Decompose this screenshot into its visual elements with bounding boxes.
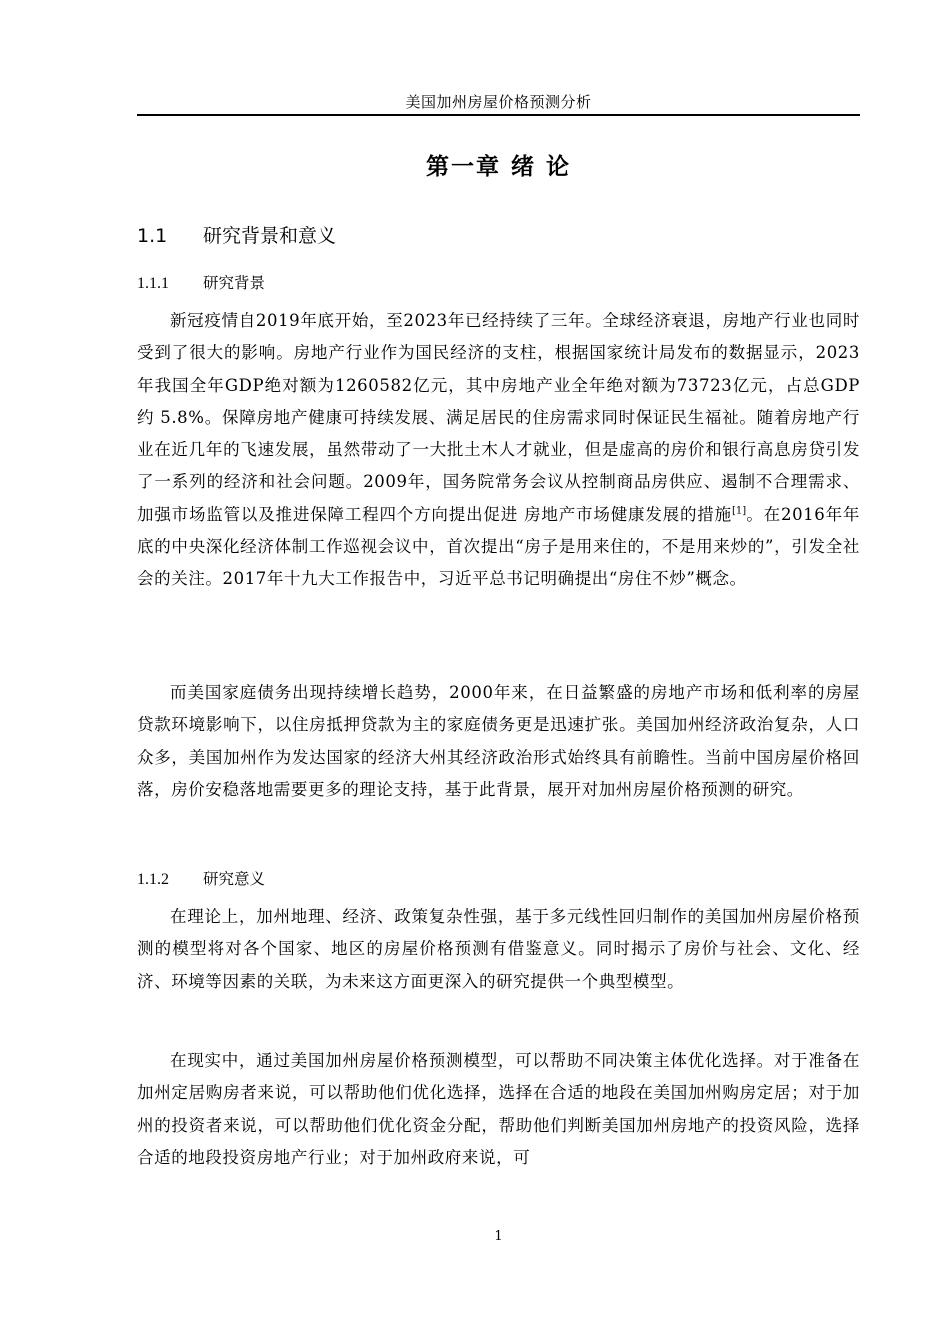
chapter-title: 第一章 绪 论 [425, 154, 571, 180]
section-number: 1.1 [137, 225, 168, 247]
subsection-title: 研究背景 [203, 274, 266, 292]
citation-reference: [1] [731, 505, 747, 517]
significance-paragraph-2: 在现实中，通过美国加州房屋价格预测模型，可以帮助不同决策主体优化选择。对于准备在加州定居购房者来说，可以帮助他们优化选择，选择在合适的地段在美国加州购房定居；对于加州的投资者来说，可以帮助他们优化资金分配，帮助他们判断美国加州房地产的投资风险，选择合适的地段投资房地产行业；对于加州政府来说，可 [137, 1051, 860, 1167]
page-number: 1 [494, 1229, 503, 1244]
paragraph-text: 新冠疫情自2019年底开始，至2023年已经持续了三年。全球经济衰退，房地产行业也同时受到了很大的影响。房地产行业作为国民经济的支柱，根据国家统计局发布的数据显示，2023年我国全年GDP绝对额为1260582亿元，其中房地产业全年绝对额为73723亿元，占总GDP约 5.8%。保障房地产健康可持续发展、满足居民的住房需求同时保证民生福祉。随着房地产行业在近几年的飞速发展，虽然带动了一大批土木人才就业，但是虚高的房价和银行高息房贷引发了一系列的经济和社会问题。2009年，国务院常务会议从控制商品房供应、遏制不合理需求、加强市场监管以及推进保障工程四个方向提出促进 房地产市场健康发展的措施 [137, 311, 860, 524]
paragraph-text-continued: 。在2016年年底的中央深化经济体制工作巡视会议中，首次提出“房子是用来住的，不是用来炒的”，引发全社会的关注。2017年十九大工作报告中，习近平总书记明确提出“房住不炒”概念。 [137, 504, 860, 589]
section-heading-1-1 [137, 222, 336, 250]
header-rule [137, 114, 860, 116]
subsection-number: 1.1.1 [137, 275, 169, 292]
subsection-number: 1.1.2 [137, 871, 169, 888]
background-paragraph-2: 而美国家庭债务出现持续增长趋势，2000年来，在日益繁盛的房地产市场和低利率的房屋贷款环境影响下，以住房抵押贷款为主的家庭债务更是迅速扩张。美国加州经济政治复杂，人口众多，美国加州作为发达国家的经济大州其经济政治形式始终具有前瞻性。当前中国房屋价格回落，房价安稳落地需要更多的理论支持，基于此背景，展开对加州房屋价格预测的研究。 [137, 683, 860, 799]
significance-paragraph-1: 在理论上，加州地理、经济、政策复杂性强，基于多元线性回归制作的美国加州房屋价格预测的模型将对各个国家、地区的房屋价格预测有借鉴意义。同时揭示了房价与社会、文化、经济、环境等因素的关联，为未来这方面更深入的研究提供一个典型模型。 [137, 907, 860, 991]
section-title: 研究背景和意义 [203, 225, 337, 247]
running-header: 美国加州房屋价格预测分析 [405, 93, 592, 111]
subsection-heading-1-1-2 [137, 867, 265, 892]
subsection-title: 研究意义 [203, 870, 266, 888]
background-paragraph-1 [137, 305, 860, 596]
subsection-heading-1-1-1 [137, 271, 265, 296]
